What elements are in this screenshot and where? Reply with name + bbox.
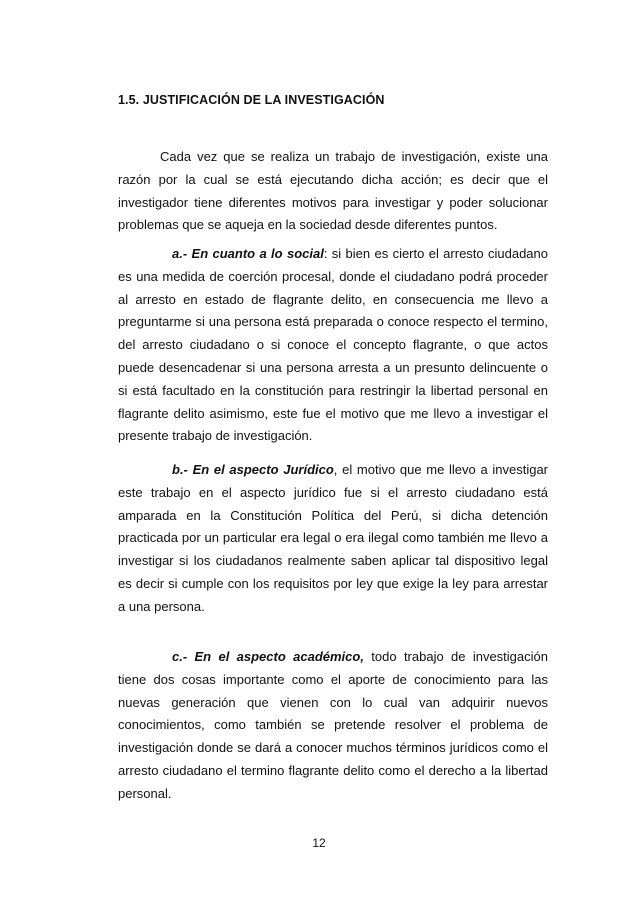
paragraph-juridico: [118, 459, 548, 619]
paragraph-juridico-text: , el motivo que me llevo a investigar este trabajo en el aspecto jurídico fue si el arresto ciudadano está amparada en la Constitución Política del Perú, si dicha detención practicada por un particular era legal o era ilegal como también me llevo a investigar si los ciudadanos realmente saben aplicar tal dispositivo legal es decir si cumple con los requisitos por ley que exige la ley para arrestar a una persona.: [118, 462, 548, 614]
paragraph-social-text: : si bien es cierto el arresto ciudadano es una medida de coerción procesal, donde el ciudadano podrá proceder al arresto en estado de flagrante delito, en consecuencia me llevo a preguntarme si una persona está preparada o conoce respecto el termino, del arresto ciudadano o si conoce el concepto flagrante, o que actos puede desencadenar si una persona arresta a un presunto delincuente o si está facultado en la constitución para restringir la libertad personal en flagrante delito asimismo, este fue el motivo que me llevo a investigar el presente trabajo de investigación.: [118, 246, 548, 444]
paragraph-intro: Cada vez que se realiza un trabajo de investigación, existe una razón por la cual se está ejecutando dicha acción; es decir que el investigador tiene diferentes motivos para investigar y poder solucionar problemas que se aqueja en la sociedad desde diferentes puntos.: [118, 149, 548, 233]
paragraph-juridico-lead: b.- En el aspecto Jurídico: [172, 462, 334, 477]
paragraph-academico: [118, 646, 548, 806]
paragraph-academico-text: todo trabajo de investigación tiene dos cosas importante como el aporte de conocimiento para las nuevas generación que vienen con lo cual van adquirir nuevos conocimientos, como también se pretende resolver el problema de investigación donde se dará a conocer muchos términos jurídicos como el arresto ciudadano el termino flagrante delito como el derecho a la libertad personal.: [118, 649, 548, 801]
section-heading: 1.5. JUSTIFICACIÓN DE LA INVESTIGACIÓN: [118, 93, 385, 107]
paragraph-social-lead: a.- En cuanto a lo social: [172, 246, 324, 261]
page-number: 12: [312, 836, 326, 850]
paragraph-academico-lead: c.- En el aspecto académico,: [172, 649, 364, 664]
paragraph-social: [118, 243, 548, 448]
